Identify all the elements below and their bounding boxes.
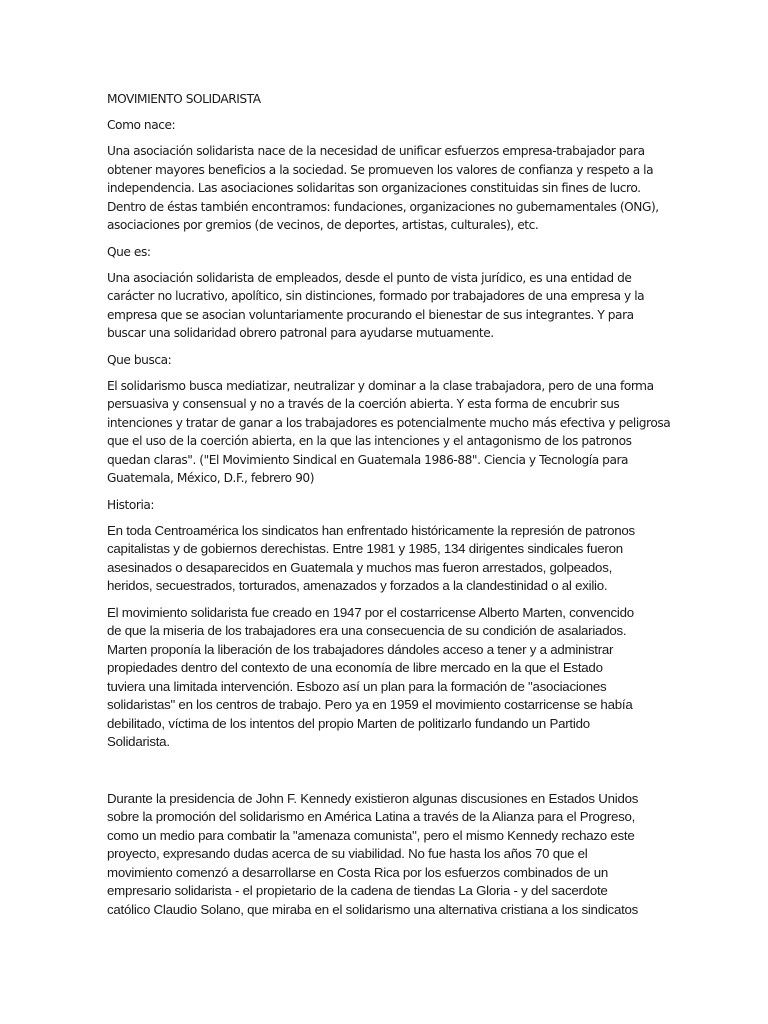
document-page xyxy=(107,90,671,927)
text-line: buscar una solidaridad obrero patronal para ayudarse mutuamente. xyxy=(107,326,494,340)
text-line: independencia. Las asociaciones solidaritas son organizaciones constituidas sin fines de lucro. xyxy=(107,181,641,195)
text-line: Marten proponía la liberación de los trabajadores dándoles acceso a tener y a administrar xyxy=(107,641,614,657)
text-line: sobre la promoción del solidarismo en América Latina a través de la Alianza para el Progreso, xyxy=(107,809,636,824)
section-heading-que-busca: Que busca: xyxy=(107,352,172,367)
text-line: Guatemala, México, D.F., febrero 90) xyxy=(107,471,314,485)
text-line: asociaciones por gremios (de vecinos, de deportes, artistas, culturales), etc. xyxy=(107,218,539,232)
text-line: como un medio para combatir la "amenaza comunista", pero el mismo Kennedy rechazo este xyxy=(107,827,635,843)
paragraph-que-es xyxy=(107,269,659,343)
text-line: intenciones y tratar de ganar a los trabajadores es potencialmente mucho más efectiva y peligrosa xyxy=(107,415,671,430)
text-line: capitalistas y de gobiernos derechistas. Entre 1981 y 1985, 134 dirigentes sindicales fueron xyxy=(107,541,623,556)
text-line: Una asociación solidarista nace de la necesidad de unificar esfuerzos empresa-trabajador para xyxy=(107,144,645,158)
text-line: El movimiento solidarista fue creado en 1947 por el costarricense Alberto Marten, convencido xyxy=(107,604,634,620)
section-heading-que-es: Que es: xyxy=(107,244,151,259)
text-line: solidaristas" en los centros de trabajo. Pero ya en 1959 el movimiento costarricense se había xyxy=(107,697,633,712)
text-line: carácter no lucrativo, apolítico, sin distinciones, formado por trabajadores de una empresa y la xyxy=(107,289,645,303)
text-line: persuasiva y consensual y no a través de la coerción abierta. Y esta forma de encubrir sus xyxy=(107,397,620,411)
text-line: católico Claudio Solano, que miraba en el solidarismo una alternativa cristiana a los sindicatos xyxy=(107,901,639,917)
text-line: de que la miseria de los trabajadores era una consecuencia de su condición de asalariados. xyxy=(107,623,627,638)
text-line: que el uso de la coerción abierta, en la que las intenciones y el antagonismo de los patronos xyxy=(107,434,632,448)
text-line: empresario solidarista - el propietario de la cadena de tiendas La Gloria - y del sacerdote xyxy=(107,883,608,898)
text-line: obtener mayores beneficios a la sociedad. Se promueven los valores de confianza y respeto a la xyxy=(107,162,654,177)
text-line: movimiento comenzó a desarrollarse en Costa Rica por los esfuerzos combinados de un xyxy=(107,864,609,880)
section-heading-como-nace: Como nace: xyxy=(107,118,176,132)
paragraph-que-busca xyxy=(107,377,671,488)
text-line: heridos, secuestrados, torturados, amenazados y forzados a la clandestinidad o al exilio. xyxy=(107,578,608,593)
paragraph-historia-3 xyxy=(107,790,659,920)
paragraph-gap xyxy=(107,760,659,790)
text-line: En toda Centroamérica los sindicatos han enfrentado históricamente la represión de patronos xyxy=(107,522,635,538)
text-line: empresa que se asocian voluntariamente procurando el bienestar de sus integrantes. Y para xyxy=(107,307,634,322)
text-line: proyecto, expresando dudas acerca de su viabilidad. No fue hasta los años 70 que el xyxy=(107,846,588,861)
paragraph-historia-1 xyxy=(107,522,659,596)
paragraph-como-nace xyxy=(107,142,659,235)
document-title: MOVIMIENTO SOLIDARISTA xyxy=(107,92,261,106)
text-line: debilitado, víctima de los intentos del propio Marten de politizarlo fundando un Partido xyxy=(107,715,590,731)
text-line: propiedades dentro del contexto de una economía de libre mercado en la que el Estado xyxy=(107,660,603,675)
text-line: Solidarista. xyxy=(107,734,170,749)
section-heading-historia: Historia: xyxy=(107,497,155,512)
paragraph-historia-2 xyxy=(107,604,659,752)
text-line: quedan claras". ("El Movimiento Sindical en Guatemala 1986-88". Ciencia y Tecnología para xyxy=(107,452,629,467)
text-line: tuviera una limitada intervención. Esbozo así un plan para la formación de "asociaciones xyxy=(107,678,607,694)
text-line: El solidarismo busca mediatizar, neutralizar y dominar a la clase trabajadora, pero de una forma xyxy=(107,378,654,393)
text-line: Dentro de éstas también encontramos: fundaciones, organizaciones no gubernamentales (ONG), xyxy=(107,199,659,214)
text-line: Una asociación solidarista de empleados, desde el punto de vista jurídico, es una entidad de xyxy=(107,270,632,285)
text-line: Durante la presidencia de John F. Kennedy existieron algunas discusiones en Estados Unidos xyxy=(107,790,639,806)
text-line: asesinados o desaparecidos en Guatemala y muchos mas fueron arrestados, golpeados, xyxy=(107,559,613,575)
